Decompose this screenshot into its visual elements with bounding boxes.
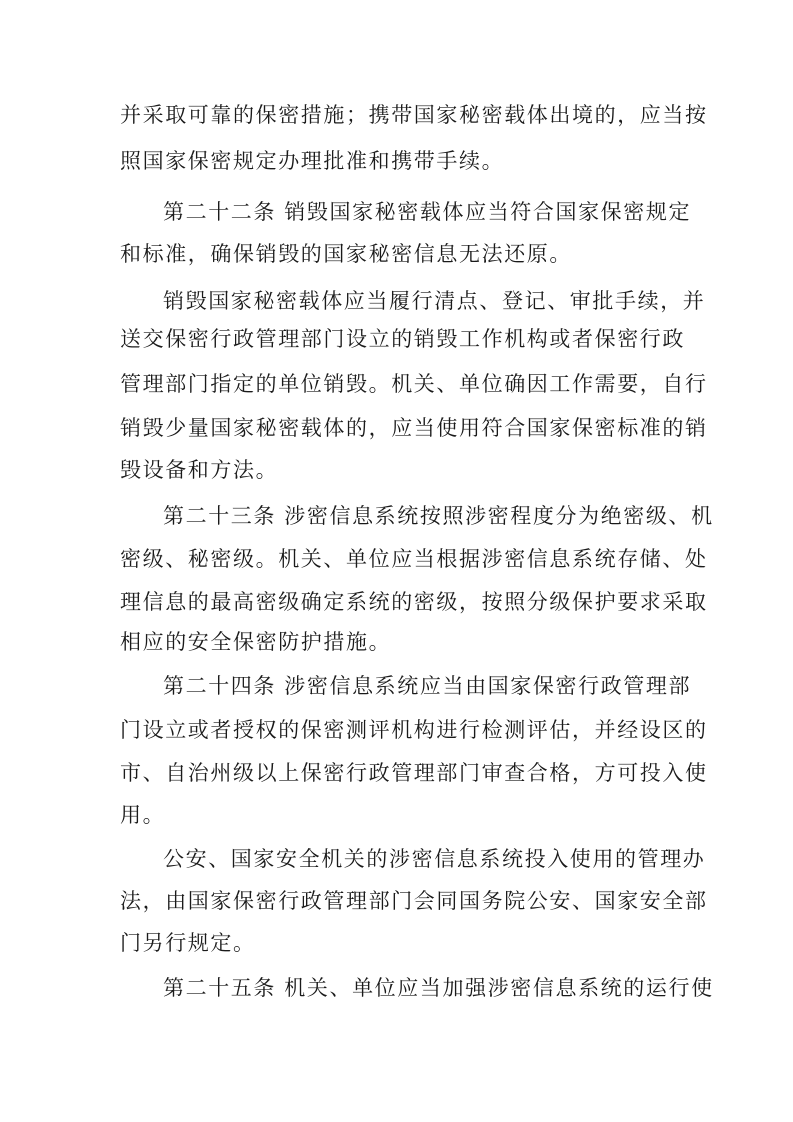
- text-line: 并采取可靠的保密措施；携带国家秘密载体出境的，应当按: [120, 103, 708, 127]
- text-line: 理信息的最高密级确定系统的密级，按照分级保护要求采取: [120, 590, 708, 614]
- text-line: 门设立或者授权的保密测评机构进行检测评估，并经设区的: [120, 718, 708, 742]
- text-line: 门另行规定。: [120, 931, 256, 955]
- text-line: 和标准，确保销毁的国家秘密信息无法还原。: [120, 242, 572, 266]
- text-line: 毁设备和方法。: [120, 458, 279, 482]
- article-24-heading-line: 第二十四条 涉密信息系统应当由国家保密行政管理部: [163, 674, 692, 698]
- article-23-heading-line: 第二十三条 涉密信息系统按照涉密程度分为绝密级、机: [163, 504, 714, 528]
- text-line: 销毁少量国家秘密载体的，应当使用符合国家保密标准的销: [120, 416, 708, 440]
- text-line: 送交保密行政管理部门设立的销毁工作机构或者保密行政: [120, 327, 685, 351]
- text-line: 法，由国家保密行政管理部门会同国务院公安、国家安全部: [120, 889, 708, 913]
- text-line: 管理部门指定的单位销毁。机关、单位确因工作需要，自行: [120, 372, 708, 396]
- article-22-heading-line: 第二十二条 销毁国家秘密载体应当符合国家保密规定: [163, 200, 692, 224]
- text-line: 照国家保密规定办理批准和携带手续。: [120, 149, 505, 173]
- paragraph-start-line: 公安、国家安全机关的涉密信息系统投入使用的管理办: [163, 847, 706, 871]
- text-line: 密级、秘密级。机关、单位应当根据涉密信息系统存储、处: [120, 547, 708, 571]
- article-25-heading-line: 第二十五条 机关、单位应当加强涉密信息系统的运行使: [163, 976, 714, 1000]
- text-line: 用。: [120, 803, 166, 827]
- paragraph-start-line: 销毁国家秘密载体应当履行清点、登记、审批手续，并: [163, 289, 706, 313]
- text-line: 市、自治州级以上保密行政管理部门审查合格，方可投入使: [120, 761, 708, 785]
- text-line: 相应的安全保密防护措施。: [120, 630, 392, 654]
